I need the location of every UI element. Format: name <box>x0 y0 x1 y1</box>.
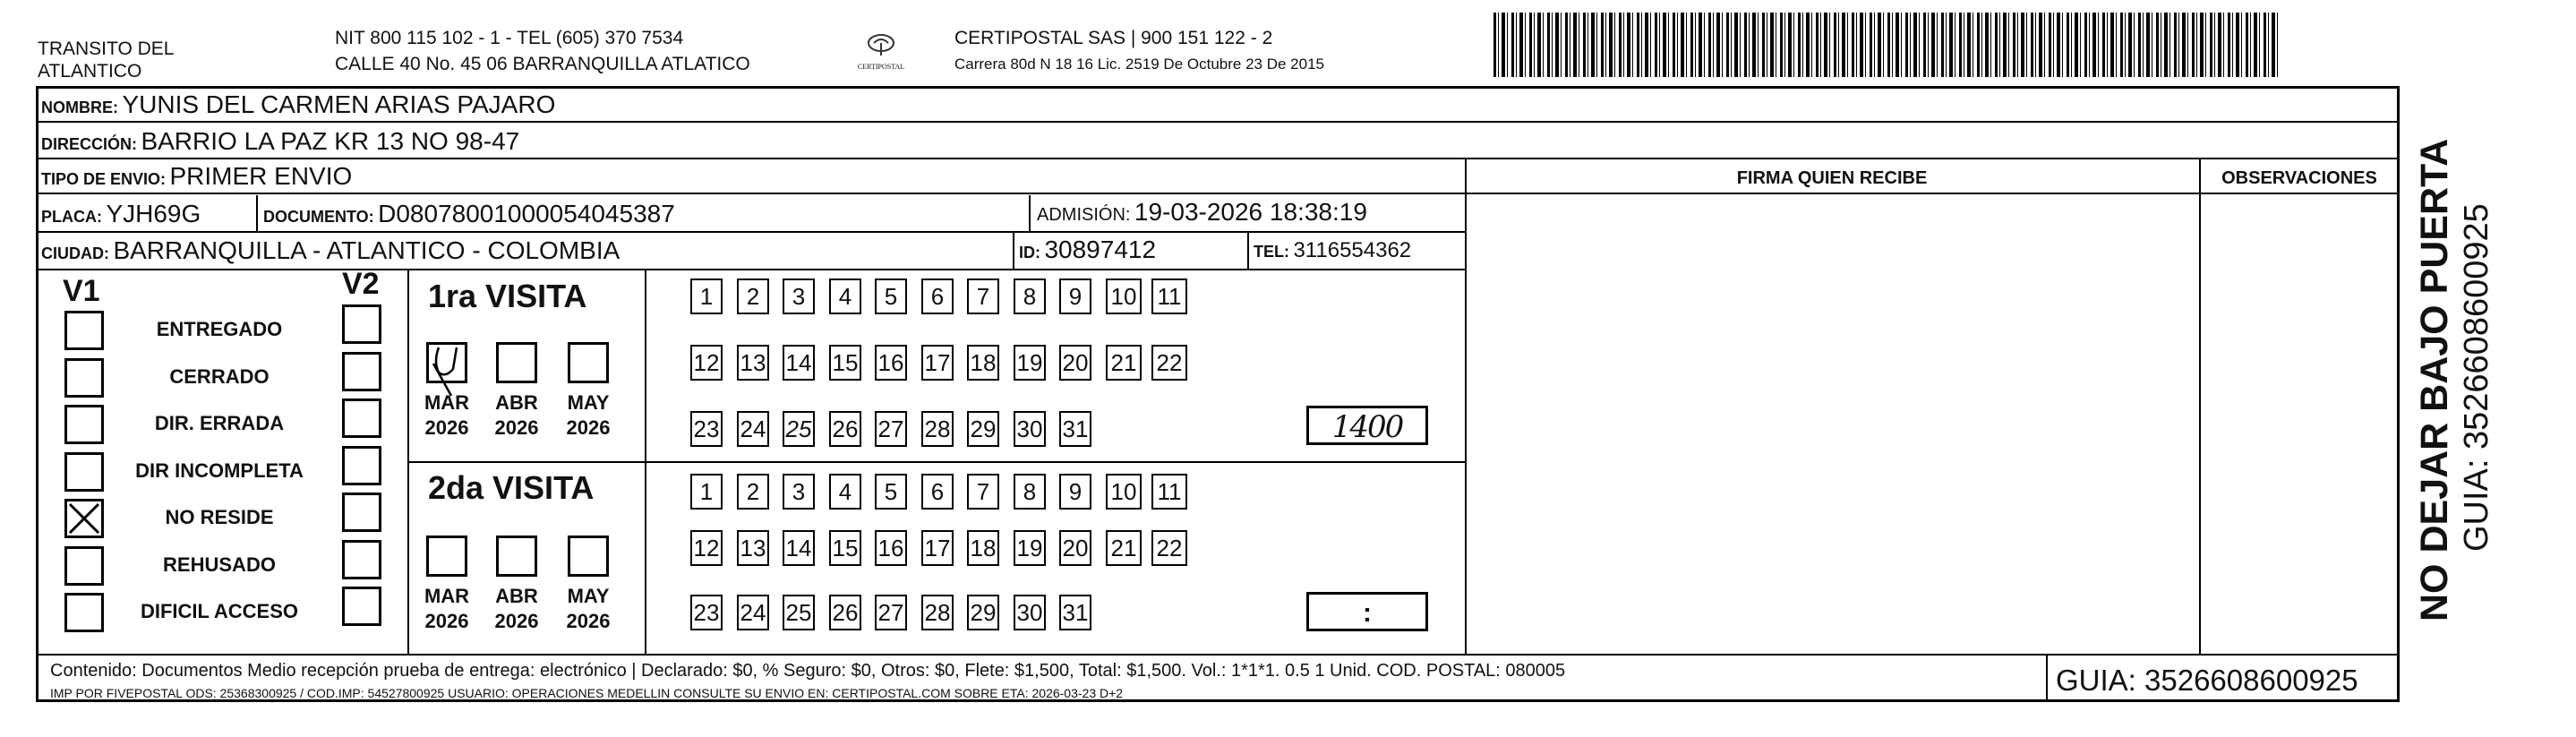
sender-name-line1: TRANSITO DEL <box>38 39 175 59</box>
v1-header: V1 <box>63 274 100 308</box>
day-box-22[interactable]: 22 <box>1151 530 1187 566</box>
day-box-12[interactable]: 12 <box>690 345 723 381</box>
barcode <box>1493 13 2281 77</box>
month-checkbox-abr[interactable] <box>496 342 537 383</box>
day-box-30[interactable]: 30 <box>1014 595 1046 630</box>
v1-checkbox-entregado[interactable] <box>64 311 104 350</box>
v1-checkbox-dificil-acceso[interactable] <box>64 593 104 632</box>
logo-text: CERTIPOSTAL <box>857 63 905 71</box>
day-box-2[interactable]: 2 <box>737 474 769 510</box>
first-visit-title: 1ra VISITA <box>428 278 587 314</box>
day-box-5[interactable]: 5 <box>875 279 907 314</box>
day-box-17[interactable]: 17 <box>921 530 954 566</box>
side-warning: NO DEJAR BAJO PUERTA <box>2413 138 2456 621</box>
second-visit-title: 2da VISITA <box>428 469 595 506</box>
day-box-27[interactable]: 27 <box>875 595 907 630</box>
day-box-25[interactable]: 25 <box>783 595 815 630</box>
day-box-3[interactable]: 3 <box>783 279 815 314</box>
day-box-25[interactable]: 25 <box>783 411 815 447</box>
direccion-label: DIRECCIÓN: <box>41 135 137 153</box>
admision-field <box>1037 199 1367 230</box>
month-label-may: MAY <box>567 585 610 607</box>
id-field <box>1019 236 1156 268</box>
v2-checkbox-entregado[interactable] <box>342 304 381 344</box>
sender-address: CALLE 40 No. 45 06 BARRANQUILLA ATLATICO <box>335 54 750 74</box>
day-box-10[interactable]: 10 <box>1106 279 1142 314</box>
placa-value: YJH69G <box>106 200 201 227</box>
month-checkbox-mar[interactable] <box>426 536 467 577</box>
day-box-27[interactable]: 27 <box>875 411 907 447</box>
day-box-13[interactable]: 13 <box>737 530 769 566</box>
contenido-line: Contenido: Documentos Medio recepción prueba de entrega: electrónico | Declarado: $0, % Seguro: $0, Otros: $0, Flete: $1,500, Total: $1,500. Vol.: 1*1*1. 0.5 1 Unid. COD. POSTAL: 080005 <box>50 661 1566 681</box>
year-label-abr: 2026 <box>494 610 539 632</box>
tipo-envio-label: TIPO DE ENVIO: <box>41 170 167 188</box>
day-box-13[interactable]: 13 <box>737 345 769 381</box>
day-box-11[interactable]: 11 <box>1151 474 1187 510</box>
day-box-11[interactable]: 11 <box>1151 279 1187 314</box>
month-label-abr: ABR <box>495 391 538 414</box>
v1-checkbox-cerrado[interactable] <box>64 358 104 398</box>
company-line: CERTIPOSTAL SAS | 900 151 122 - 2 <box>954 28 1273 48</box>
v2-checkbox-cerrado[interactable] <box>342 352 381 391</box>
id-value: 30897412 <box>1044 236 1157 263</box>
month-label-mar: MAR <box>424 585 470 607</box>
status-label-dificil-acceso: DIFICIL ACCESO <box>140 600 298 622</box>
day-box-7[interactable]: 7 <box>967 474 999 510</box>
year-label-may: 2026 <box>566 416 611 439</box>
day-box-15[interactable]: 15 <box>829 530 861 566</box>
day-box-26[interactable]: 26 <box>829 411 861 447</box>
nombre-label: NOMBRE: <box>41 99 118 116</box>
tel-field <box>1254 237 1411 267</box>
v2-checkbox-no-reside[interactable] <box>342 493 381 532</box>
footer-guia: GUIA: 3526608600925 <box>2056 664 2358 697</box>
day-box-30[interactable]: 30 <box>1014 411 1046 447</box>
year-label-mar: 2026 <box>424 610 469 632</box>
v2-checkbox-dir-errada[interactable] <box>342 398 381 438</box>
month-label-abr: ABR <box>495 585 538 607</box>
status-label-rehusado: REHUSADO <box>163 553 276 576</box>
admision-label: ADMISIÓN: <box>1037 205 1131 225</box>
day-box-8[interactable]: 8 <box>1014 279 1046 314</box>
status-label-cerrado: CERRADO <box>169 365 270 388</box>
day-box-18[interactable]: 18 <box>967 345 999 381</box>
day-box-16[interactable]: 16 <box>875 345 907 381</box>
day-box-14[interactable]: 14 <box>783 345 815 381</box>
documento-field <box>263 201 675 232</box>
first-visit-time: 1400 <box>1331 409 1403 445</box>
day-box-12[interactable]: 12 <box>690 530 723 566</box>
v1-checkbox-no-reside[interactable] <box>64 499 104 538</box>
v1-checkbox-rehusado[interactable] <box>64 546 104 586</box>
day-box-31[interactable]: 31 <box>1059 411 1091 447</box>
placa-field <box>41 201 201 232</box>
day-box-4[interactable]: 4 <box>829 279 861 314</box>
day-box-29[interactable]: 29 <box>967 411 999 447</box>
day-box-20[interactable]: 20 <box>1059 530 1091 566</box>
status-label-dir-errada: DIR. ERRADA <box>154 412 285 434</box>
day-box-17[interactable]: 17 <box>921 345 954 381</box>
year-label-mar: 2026 <box>424 416 469 439</box>
v1-checkbox-dir-incompleta[interactable] <box>64 452 104 492</box>
day-box-21[interactable]: 21 <box>1106 345 1142 381</box>
nombre-field <box>41 91 555 123</box>
day-box-3[interactable]: 3 <box>783 474 815 510</box>
status-label-no-reside: NO RESIDE <box>165 506 274 528</box>
day-box-18[interactable]: 18 <box>967 530 999 566</box>
day-box-23[interactable]: 23 <box>690 595 723 630</box>
v1-checkbox-dir-errada[interactable] <box>64 405 104 444</box>
day-box-6[interactable]: 6 <box>921 474 954 510</box>
firma-label: FIRMA QUIEN RECIBE <box>1736 168 1928 188</box>
day-box-1[interactable]: 1 <box>690 474 723 510</box>
ciudad-value: BARRANQUILLA - ATLANTICO - COLOMBIA <box>113 236 620 264</box>
id-label: ID: <box>1019 244 1040 261</box>
day-box-28[interactable]: 28 <box>921 411 954 447</box>
month-checkbox-may[interactable] <box>568 536 609 577</box>
ciudad-field <box>41 237 620 269</box>
day-box-10[interactable]: 10 <box>1106 474 1142 510</box>
day-box-22[interactable]: 22 <box>1151 345 1187 381</box>
year-label-may: 2026 <box>566 610 611 632</box>
day-box-16[interactable]: 16 <box>875 530 907 566</box>
day-box-23[interactable]: 23 <box>690 411 723 447</box>
day-box-6[interactable]: 6 <box>921 279 954 314</box>
placa-label: PLACA: <box>41 208 102 226</box>
side-guia: GUIA: 3526608600925 <box>2458 203 2495 552</box>
v2-checkbox-rehusado[interactable] <box>342 540 381 579</box>
day-box-20[interactable]: 20 <box>1059 345 1091 381</box>
direccion-field <box>41 128 519 159</box>
tipo-envio-field <box>41 163 352 194</box>
month-checkbox-may[interactable] <box>568 342 609 383</box>
second-visit-time: : <box>1363 598 1372 628</box>
status-label-dir-incompleta: DIR INCOMPLETA <box>135 459 304 482</box>
day-box-9[interactable]: 9 <box>1059 279 1091 314</box>
month-label-may: MAY <box>567 391 610 414</box>
day-box-24[interactable]: 24 <box>737 411 769 447</box>
tipo-envio-value: PRIMER ENVIO <box>169 162 353 190</box>
day-box-7[interactable]: 7 <box>967 279 999 314</box>
day-box-19[interactable]: 19 <box>1014 345 1046 381</box>
year-label-abr: 2026 <box>494 416 539 439</box>
month-checkbox-mar[interactable] <box>426 342 467 383</box>
documento-value: D08078001000054045387 <box>378 200 675 227</box>
admision-value: 19-03-2026 18:38:19 <box>1134 198 1367 226</box>
day-box-24[interactable]: 24 <box>737 595 769 630</box>
day-box-14[interactable]: 14 <box>783 530 815 566</box>
first-visit-time-box[interactable] <box>1306 406 1428 445</box>
nombre-value: YUNIS DEL CARMEN ARIAS PAJARO <box>122 90 556 118</box>
certipostal-logo <box>840 27 922 81</box>
license-line: Carrera 80d N 18 16 Lic. 2519 De Octubre 23 De 2015 <box>954 56 1324 73</box>
day-box-8[interactable]: 8 <box>1014 474 1046 510</box>
tel-label: TEL: <box>1254 243 1289 261</box>
day-box-26[interactable]: 26 <box>829 595 861 630</box>
v2-checkbox-dir-incompleta[interactable] <box>342 446 381 485</box>
sender-nit: NIT 800 115 102 - 1 - TEL (605) 370 7534 <box>335 28 684 48</box>
documento-label: DOCUMENTO: <box>263 208 374 226</box>
imp-line: IMP POR FIVEPOSTAL ODS: 25368300925 / COD.IMP: 54527800925 USUARIO: OPERACIONES MEDELLIN CONSULTE SU ENVIO EN: CERTIPOSTAL.COM SOBRE ETA: 2026-03-23 D+2 <box>50 686 1124 700</box>
sender-name-line2: ATLANTICO <box>38 61 142 81</box>
day-box-4[interactable]: 4 <box>829 474 861 510</box>
tel-value: 3116554362 <box>1293 238 1412 262</box>
day-box-5[interactable]: 5 <box>875 474 907 510</box>
ciudad-label: CIUDAD: <box>41 244 109 262</box>
direccion-value: BARRIO LA PAZ KR 13 NO 98-47 <box>141 127 520 155</box>
observaciones-label: OBSERVACIONES <box>2221 168 2377 188</box>
day-box-15[interactable]: 15 <box>829 345 861 381</box>
v2-header: V2 <box>342 267 380 301</box>
day-box-28[interactable]: 28 <box>921 595 954 630</box>
day-box-31[interactable]: 31 <box>1059 595 1091 630</box>
v2-checkbox-dificil-acceso[interactable] <box>342 587 381 626</box>
day-box-9[interactable]: 9 <box>1059 474 1091 510</box>
day-box-1[interactable]: 1 <box>690 279 723 314</box>
day-box-2[interactable]: 2 <box>737 279 769 314</box>
day-box-29[interactable]: 29 <box>967 595 999 630</box>
day-box-21[interactable]: 21 <box>1106 530 1142 566</box>
status-label-entregado: ENTREGADO <box>156 318 283 340</box>
month-label-mar: MAR <box>424 391 470 414</box>
day-box-19[interactable]: 19 <box>1014 530 1046 566</box>
month-checkbox-abr[interactable] <box>496 536 537 577</box>
second-visit-time-box[interactable] <box>1306 592 1428 631</box>
